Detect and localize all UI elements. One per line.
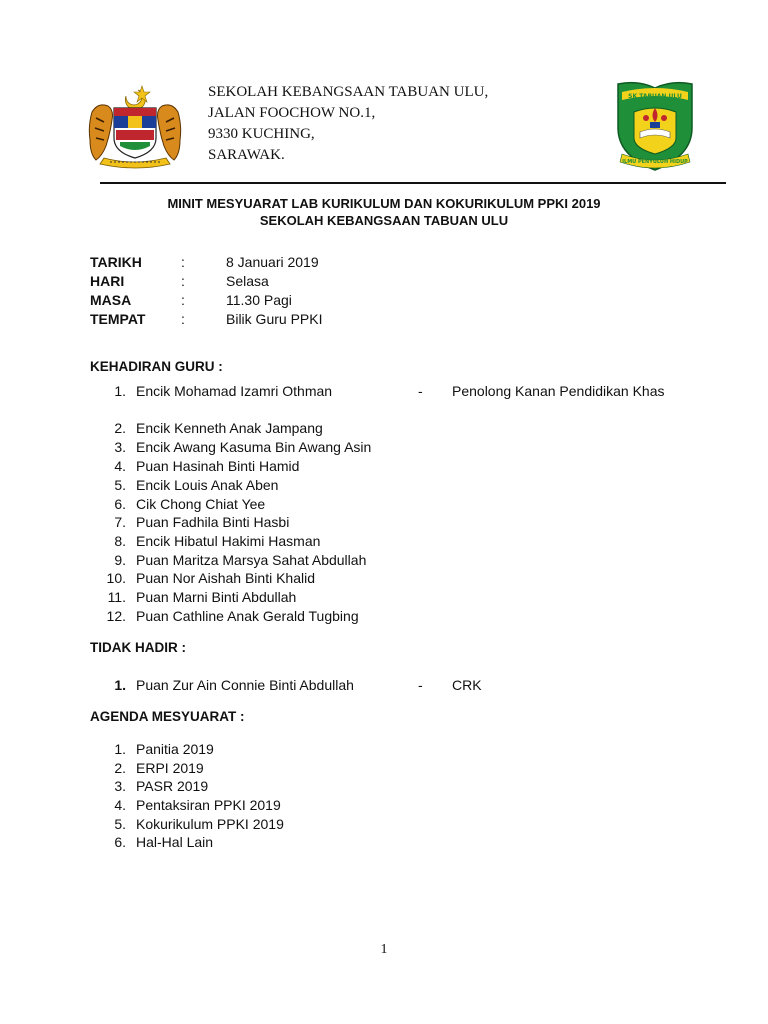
- list-item-number: 5.: [114, 477, 126, 493]
- agenda-item: PASR 2019: [136, 778, 209, 794]
- time-value: 11.30 Pagi: [226, 292, 292, 308]
- absentee-name: Puan Zur Ain Connie Binti Abdullah: [136, 677, 354, 693]
- list-item-number: 4.: [114, 458, 126, 474]
- attendance-heading: KEHADIRAN GURU :: [90, 359, 223, 374]
- list-item-number: 12.: [106, 608, 126, 624]
- date-label: TARIKH: [90, 254, 142, 270]
- place-value: Bilik Guru PPKI: [226, 311, 323, 327]
- list-item-number: 4.: [114, 797, 126, 813]
- attendee-name: Encik Kenneth Anak Jampang: [136, 420, 323, 436]
- place-label: TEMPAT: [90, 311, 146, 327]
- attendee-name: Puan Marni Binti Abdullah: [136, 589, 297, 605]
- list-item-number: 6.: [114, 496, 126, 512]
- school-logo: [612, 78, 698, 174]
- list-item-number: 2.: [114, 420, 126, 436]
- list-item-number: 5.: [114, 816, 126, 832]
- list-item-number: 1.: [114, 383, 126, 399]
- school-logo-motto: ILMU PENYULUH HIDUP: [622, 159, 688, 165]
- agenda-item: Pentaksiran PPKI 2019: [136, 797, 281, 813]
- place-colon: :: [181, 311, 185, 327]
- time-label: MASA: [90, 292, 132, 308]
- address-line: JALAN FOOCHOW NO.1,: [208, 105, 376, 121]
- attendee-role: Penolong Kanan Pendidikan Khas: [452, 383, 665, 399]
- list-item-number: 3.: [114, 439, 126, 455]
- document-subtitle: SEKOLAH KEBANGSAAN TABUAN ULU: [259, 213, 509, 228]
- document-title: MINIT MESYUARAT LAB KURIKULUM DAN KOKURIKULUM PPKI 2019: [167, 196, 601, 211]
- list-item-number: 1.: [114, 741, 126, 757]
- date-colon: :: [181, 254, 185, 270]
- list-item-number: 11.: [107, 589, 126, 605]
- list-item-number: 9.: [114, 552, 126, 568]
- attendee-name: Puan Cathline Anak Gerald Tugbing: [136, 608, 359, 624]
- list-item-number: 10.: [106, 570, 126, 586]
- attendee-name: Encik Hibatul Hakimi Hasman: [136, 533, 321, 549]
- day-value: Selasa: [226, 273, 269, 289]
- address-line: 9330 KUCHING,: [208, 126, 315, 142]
- agenda-item: Hal-Hal Lain: [136, 834, 214, 850]
- agenda-item: Panitia 2019: [136, 741, 214, 757]
- day-colon: :: [181, 273, 185, 289]
- list-item-number: 2.: [114, 760, 126, 776]
- agenda-item: Kokurikulum PPKI 2019: [136, 816, 284, 832]
- attendee-name: Puan Hasinah Binti Hamid: [136, 458, 300, 474]
- coat-of-arms-logo: [86, 82, 184, 170]
- list-item-number: 6.: [114, 834, 126, 850]
- attendee-name: Puan Maritza Marsya Sahat Abdullah: [136, 552, 367, 568]
- day-label: HARI: [90, 273, 125, 289]
- attendee-name: Encik Awang Kasuma Bin Awang Asin: [136, 439, 372, 455]
- absentee-role: CRK: [452, 677, 482, 693]
- list-item-number: 7.: [114, 514, 126, 530]
- page-number: 1: [380, 942, 388, 957]
- list-item-number: 3.: [114, 778, 126, 794]
- attendee-name: Encik Louis Anak Aben: [136, 477, 279, 493]
- agenda-item: ERPI 2019: [136, 760, 204, 776]
- address-line: SARAWAK.: [208, 147, 285, 163]
- role-dash: -: [418, 383, 423, 399]
- attendee-name: Puan Nor Aishah Binti Khalid: [136, 570, 315, 586]
- list-item-number: 8.: [114, 533, 126, 549]
- agenda-heading: AGENDA MESYUARAT :: [90, 709, 245, 724]
- attendee-name: Encik Mohamad Izamri Othman: [136, 383, 333, 399]
- attendee-name: Puan Fadhila Binti Hasbi: [136, 514, 290, 530]
- school-address: [208, 82, 488, 166]
- attendee-name: Cik Chong Chiat Yee: [136, 496, 266, 512]
- absent-heading: TIDAK HADIR :: [90, 640, 186, 655]
- time-colon: :: [181, 292, 185, 308]
- school-logo-banner: SK TABUAN ULU: [628, 93, 682, 100]
- date-value: 8 Januari 2019: [226, 254, 319, 270]
- role-dash: -: [418, 677, 423, 693]
- address-line: SEKOLAH KEBANGSAAN TABUAN ULU,: [208, 84, 489, 100]
- list-item-number: 1.: [114, 677, 126, 693]
- header-divider: [100, 182, 726, 184]
